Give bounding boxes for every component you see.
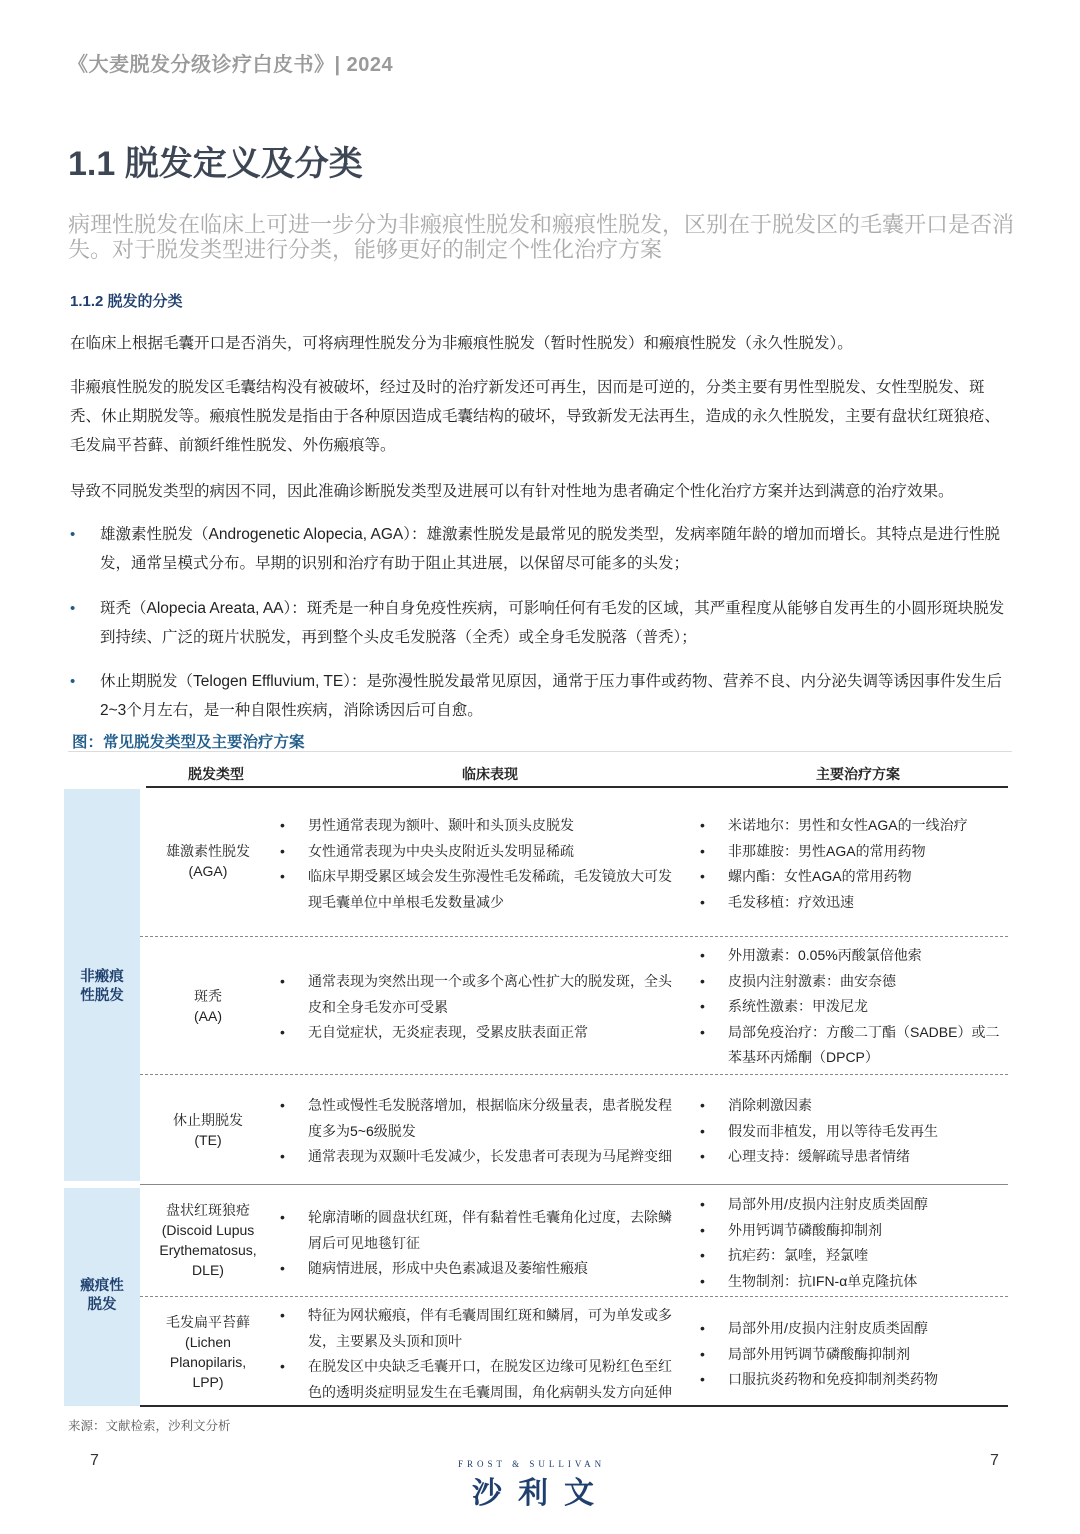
bullet-marker: • [70, 526, 76, 543]
row-type-aga: 雄激素性脱发 (AGA) [166, 843, 250, 879]
list-item: • 急性或慢性毛发脱落增加，根据临床分级量表，患者脱发程度多为5~6级脱发 [280, 1093, 682, 1144]
list-item: • 通常表现为突然出现一个或多个离心性扩大的脱发斑，全头皮和全身毛发亦可受累 [280, 969, 682, 1020]
row-treatment-aga [700, 813, 1010, 915]
row-divider [140, 936, 1008, 937]
list-item: • 特征为网状瘢痕，伴有毛囊周围红斑和鳞屑，可为单发或多发，主要累及头顶和顶叶 [280, 1303, 682, 1354]
source-note: 来源：文献检索，沙利文分析 [68, 1419, 231, 1433]
paragraph-3: 导致不同脱发类型的病因不同，因此准确诊断脱发类型及进展可以有针对性地为患者确定个性化治疗方案并达到满意的治疗效果。 [70, 483, 954, 500]
column-header-clinical: 临床表现 [462, 766, 518, 782]
list-item: • 外用钙调节磷酸酶抑制剂 [700, 1218, 1010, 1244]
paragraph-2: 非瘢痕性脱发的脱发区毛囊结构没有被破坏，经过及时的治疗新发还可再生，因而是可逆的，分类主要有男性型脱发、女性型脱发、斑秃、休止期脱发等。瘢痕性脱发是指由于各种原因造成毛囊结构的破坏，导致新发无法再生，造成的永久性脱发，主要有盘状红斑狼疮、毛发扁平苔藓、前额纤维性脱发、外伤瘢痕等。 [70, 379, 1001, 454]
bullet-aga: 雄激素性脱发（Androgenetic Alopecia, AGA）：雄激素性脱发是最常见的脱发类型，发病率随年龄的增加而增长。其特点是进行性脱发，通常呈模式分布。早期的识别和治疗有助于阻止其进展，以保留尽可能多的头发； [100, 526, 1000, 572]
list-item: • 在脱发区中央缺乏毛囊开口，在脱发区边缘可见粉红色至红色的透明炎症明显发生在毛囊周围，角化病朝头发方向延伸 [280, 1354, 682, 1405]
row-type-lpp: 毛发扁平苔藓 (Lichen Planopilaris, LPP) [166, 1314, 250, 1390]
list-item: • 女性通常表现为中央头皮附近头发明显稀疏 [280, 839, 682, 865]
list-item: • 生物制剂：抗IFN-α单克隆抗体 [700, 1269, 1010, 1295]
row-clinical-aa [280, 969, 682, 1046]
column-header-type: 脱发类型 [188, 766, 244, 782]
document-header-title: 《大麦脱发分级诊疗白皮书》| 2024 [68, 54, 394, 76]
row-clinical-dle [280, 1205, 682, 1282]
list-item: • 心理支持：缓解疏导患者情绪 [700, 1144, 1010, 1170]
section-lead-text: 病理性脱发在临床上可进一步分为非瘢痕性脱发和瘢痕性脱发，区别在于脱发区的毛囊开口是否消失。对于脱发类型进行分类，能够更好的制定个性化治疗方案 [68, 212, 1015, 262]
row-type-aa: 斑秃 (AA) [194, 988, 222, 1024]
list-item: • 局部外用/皮损内注射皮质类固醇 [700, 1316, 1010, 1342]
subsection-title: 1.1.2 脱发的分类 [70, 293, 183, 310]
page-number-left: 7 [90, 1452, 99, 1469]
bullet-aa: 斑秃（Alopecia Areata, AA）：斑秃是一种自身免疫性疾病，可影响任何有毛发的区域，其严重程度从能够自发再生的小圆形斑块脱发到持续、广泛的斑片状脱发，再到整个头皮毛发脱落（全秃）或全身毛发脱落（普秃）； [100, 600, 1005, 646]
list-item: • 系统性激素：甲泼尼龙 [700, 994, 1010, 1020]
row-type-dle: 盘状红斑狼疮 (Discoid Lupus Erythematosus, DLE) [159, 1202, 257, 1278]
list-item: • 随病情进展，形成中央色素减退及萎缩性瘢痕 [280, 1256, 682, 1282]
list-item: • 假发而非植发，用以等待毛发再生 [700, 1119, 1010, 1145]
page-number-right: 7 [990, 1452, 999, 1469]
bullet-marker: • [70, 600, 76, 617]
list-item: • 局部外用/皮损内注射皮质类固醇 [700, 1192, 1010, 1218]
section-title: 1.1 脱发定义及分类 [68, 145, 363, 183]
row-divider [140, 1296, 1008, 1297]
list-item: • 毛发移植：疗效迅速 [700, 890, 1010, 916]
column-header-treatment: 主要治疗方案 [816, 766, 900, 782]
row-clinical-aga [280, 813, 682, 915]
list-item: • 消除刺激因素 [700, 1093, 1010, 1119]
row-treatment-te [700, 1093, 1010, 1170]
list-item: • 口服抗炎药物和免疫抑制剂类药物 [700, 1367, 1010, 1393]
figure-top-rule [68, 751, 1012, 752]
list-item: • 轮廓清晰的圆盘状红斑，伴有黏着性毛囊角化过度，去除鳞屑后可见地毯钉征 [280, 1205, 682, 1256]
list-item: • 非那雄胺：男性AGA的常用药物 [700, 839, 1010, 865]
bullet-marker: • [70, 673, 76, 690]
list-item: • 米诺地尔：男性和女性AGA的一线治疗 [700, 813, 1010, 839]
list-item: • 皮损内注射激素：曲安奈德 [700, 969, 1010, 995]
bullet-te: 休止期脱发（Telogen Effluvium, TE）：是弥漫性脱发最常见原因，通常于压力事件或药物、营养不良、内分泌失调等诱因事件发生后2~3个月左右，是一种自限性疾病，消除诱因后可自愈。 [100, 673, 1002, 719]
group-divider [140, 1184, 1008, 1185]
row-treatment-dle [700, 1192, 1010, 1294]
row-clinical-te [280, 1093, 682, 1170]
row-treatment-lpp [700, 1316, 1010, 1393]
list-item: • 抗疟药：氯喹，羟氯喹 [700, 1243, 1010, 1269]
list-item: • 局部免疫治疗：方酸二丁酯（SADBE）或二苯基环丙烯酮（DPCP） [700, 1020, 1010, 1071]
group-label-non-scarring: 非瘢痕 性脱发 [80, 969, 124, 1004]
list-item: • 外用激素：0.05%丙酸氯倍他索 [700, 943, 1010, 969]
figure-title: 图：常见脱发类型及主要治疗方案 [72, 734, 305, 751]
list-item: • 男性通常表现为额叶、颞叶和头顶头皮脱发 [280, 813, 682, 839]
row-treatment-aa [700, 943, 1010, 1071]
row-type-te: 休止期脱发 (TE) [173, 1112, 243, 1148]
list-item: • 临床早期受累区域会发生弥漫性毛发稀疏，毛发镜放大可发现毛囊单位中单根毛发数量减少 [280, 864, 682, 915]
paragraph-1: 在临床上根据毛囊开口是否消失，可将病理性脱发分为非瘢痕性脱发（暂时性脱发）和瘢痕性脱发（永久性脱发）。 [70, 335, 853, 352]
row-divider [140, 1074, 1008, 1075]
row-clinical-lpp [280, 1303, 682, 1405]
group-label-scarring: 瘢痕性 脱发 [80, 1278, 124, 1313]
table-bottom-rule [140, 1405, 1008, 1407]
list-item: • 通常表现为双颞叶毛发减少，长发患者可表现为马尾辫变细 [280, 1144, 682, 1170]
header-underline [146, 786, 1008, 788]
list-item: • 无自觉症状，无炎症表现，受累皮肤表面正常 [280, 1020, 682, 1046]
list-item: • 螺内酯：女性AGA的常用药物 [700, 864, 1010, 890]
logo-frost-sullivan: FROST & SULLIVAN [458, 1459, 606, 1469]
logo-chinese-name: 沙利文 [472, 1477, 610, 1510]
list-item: • 局部外用钙调节磷酸酶抑制剂 [700, 1342, 1010, 1368]
